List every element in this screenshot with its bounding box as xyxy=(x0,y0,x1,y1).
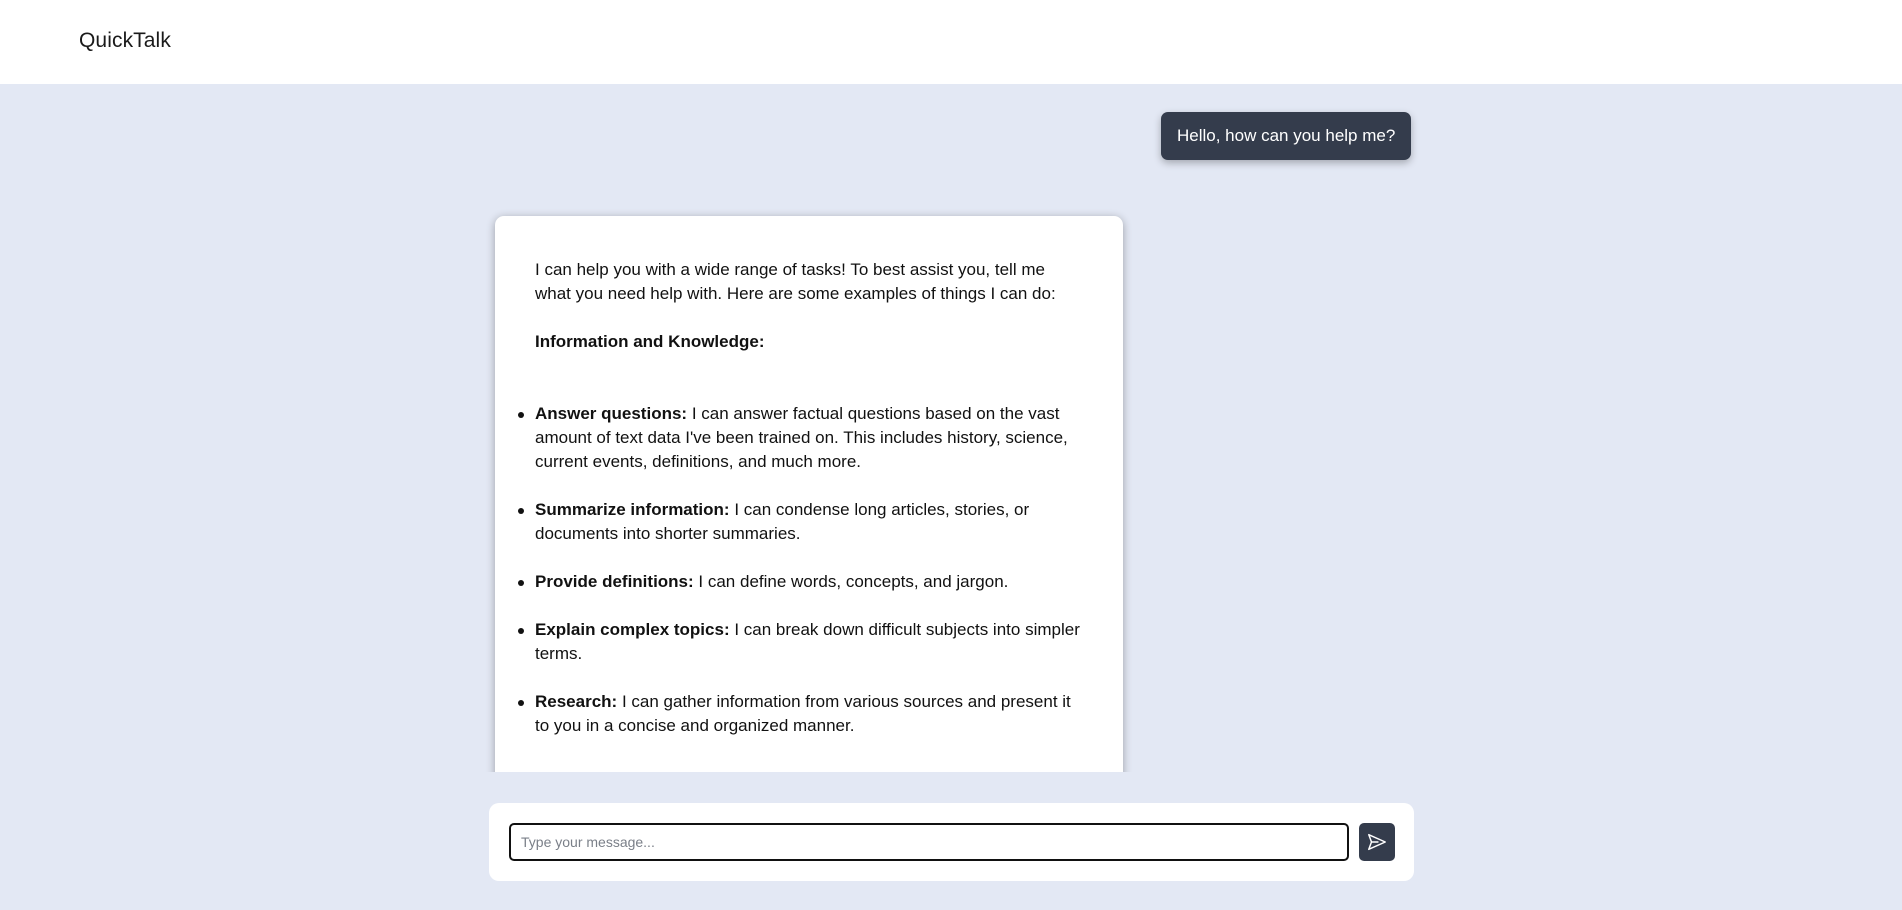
app-title: QuickTalk xyxy=(79,29,171,52)
list-item-text: I can gather information from various sources and present it to you in a concise and organized manner. xyxy=(535,692,1071,735)
user-message-text: Hello, how can you help me? xyxy=(1177,126,1396,145)
message-composer xyxy=(489,803,1414,881)
list-item xyxy=(535,570,1083,594)
send-icon xyxy=(1366,831,1388,853)
user-message-bubble xyxy=(1161,112,1411,160)
assistant-section-title: Information and Knowledge: xyxy=(535,332,765,351)
message-input[interactable] xyxy=(509,823,1349,861)
list-item-term: Summarize information: xyxy=(535,500,730,519)
list-item xyxy=(535,498,1083,546)
list-item xyxy=(535,402,1083,474)
send-button[interactable] xyxy=(1359,823,1395,861)
assistant-message-card xyxy=(495,216,1123,772)
list-item-term: Provide definitions: xyxy=(535,572,694,591)
list-item-text: I can break down difficult subjects into simpler terms. xyxy=(535,620,1080,663)
list-item-term: Research: xyxy=(535,692,618,711)
list-item-text: I can define words, concepts, and jargon. xyxy=(693,572,1009,591)
chat-area[interactable] xyxy=(0,84,1902,772)
list-item-term: Answer questions: xyxy=(535,404,688,423)
list-item xyxy=(535,618,1083,666)
list-item-text: I can answer factual questions based on the vast amount of text data I've been trained on. This includes history, science, current events, definitions, and much more. xyxy=(535,404,1068,471)
assistant-capabilities-list xyxy=(535,402,1083,738)
assistant-intro: I can help you with a wide range of tasks! To best assist you, tell me what you need help with. Here are some examples of things I can do: xyxy=(535,260,1056,303)
list-item-text: I can condense long articles, stories, or documents into shorter summaries. xyxy=(535,500,1030,543)
list-item-term: Explain complex topics: xyxy=(535,620,730,639)
list-item xyxy=(535,690,1083,738)
top-bar xyxy=(0,0,1902,84)
